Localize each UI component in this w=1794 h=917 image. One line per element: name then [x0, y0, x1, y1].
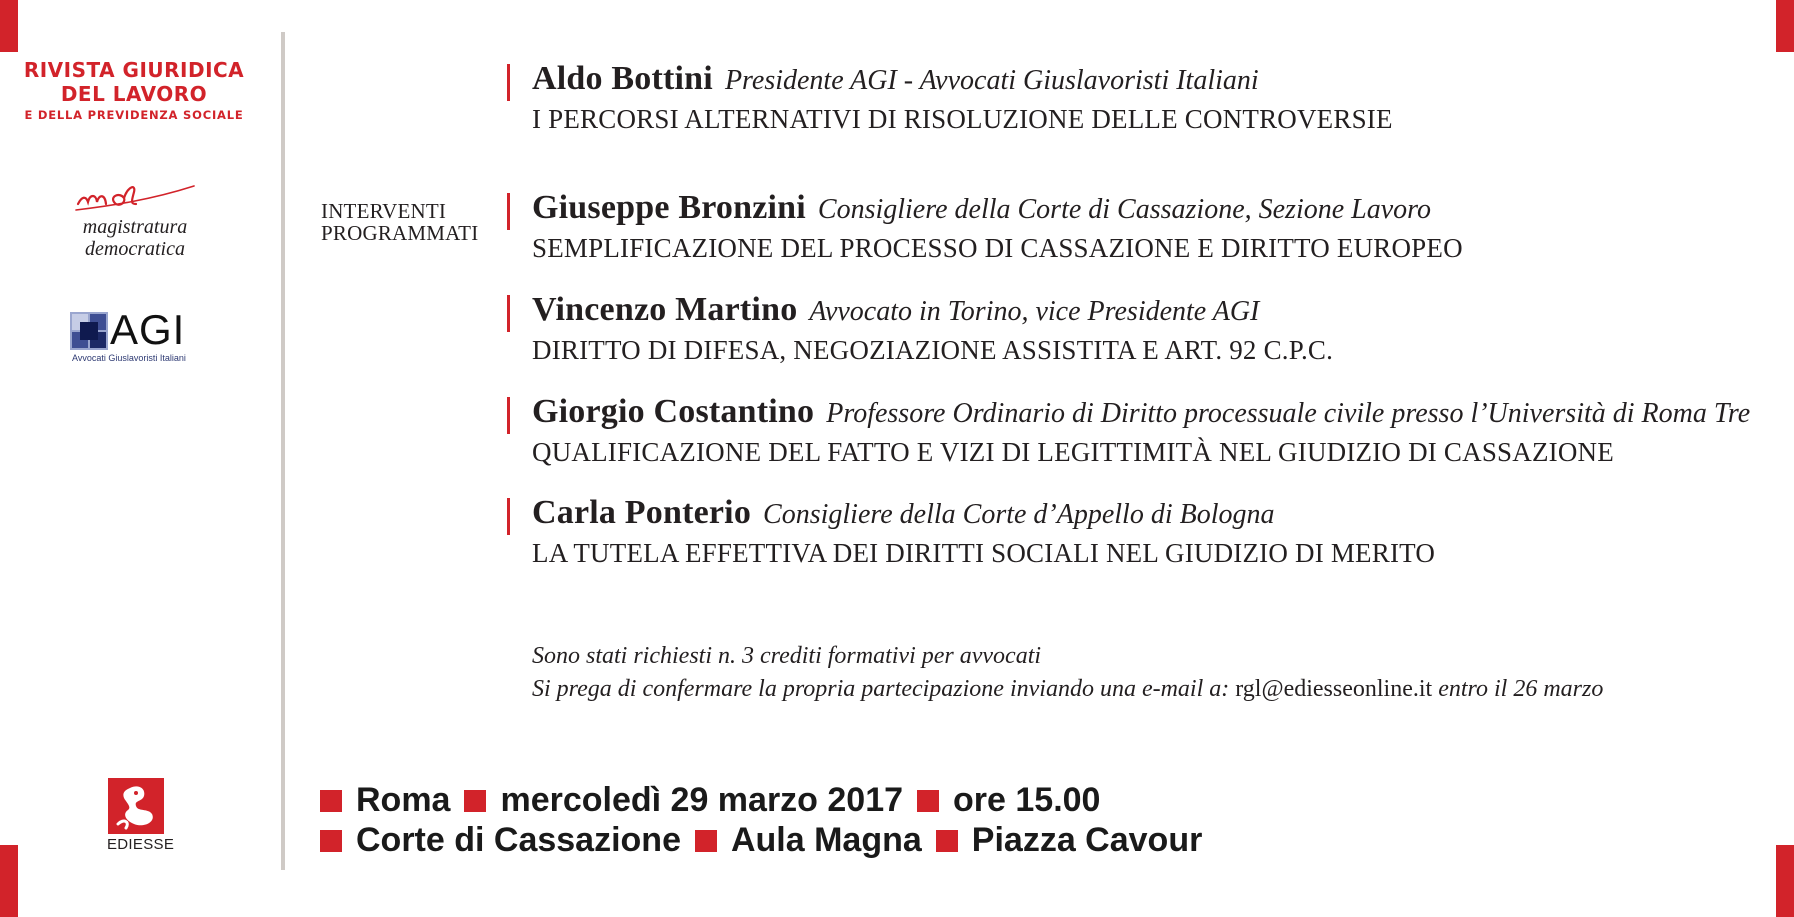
rgl-logo-line1: RIVISTA GIURIDICA	[23, 58, 245, 82]
speaker-name: Vincenzo Martino	[532, 291, 798, 328]
event-date: mercoledì 29 marzo 2017	[500, 781, 904, 819]
speaker-accent-bar	[507, 193, 510, 230]
square-bullet-icon	[320, 830, 342, 852]
corner-accent-bottom-right	[1776, 845, 1794, 917]
corner-accent-top-left	[0, 0, 18, 52]
speaker-name: Giuseppe Bronzini	[532, 189, 806, 226]
notes-block	[532, 640, 1603, 706]
md-logo-line2: democratica	[85, 238, 185, 260]
square-bullet-icon	[695, 830, 717, 852]
rsvp-note-post: entro il 26 marzo	[1438, 676, 1604, 702]
speaker-accent-bar	[507, 498, 510, 535]
credits-note: Sono stati richiesti n. 3 crediti formativi per avvocati	[532, 643, 1042, 669]
event-row-where	[320, 820, 1216, 860]
corner-accent-bottom-left	[0, 845, 18, 917]
ediesse-label: EDIESSE	[107, 836, 175, 853]
speaker-block	[532, 393, 1750, 467]
speaker-accent-bar	[507, 64, 510, 101]
speaker-role: Presidente AGI - Avvocati Giuslavoristi Italiani	[724, 65, 1259, 96]
speaker-block	[532, 189, 1463, 263]
speaker-name: Giorgio Costantino	[532, 393, 815, 430]
speaker-topic: LA TUTELA EFFETTIVA DEI DIRITTI SOCIALI NEL GIUDIZIO DI MERITO	[532, 538, 1436, 568]
speaker-name: Carla Ponterio	[532, 494, 752, 531]
rsvp-note-pre: Si prega di confermare la propria partecipazione inviando una e-mail a:	[532, 676, 1230, 702]
event-address: Piazza Cavour	[971, 821, 1203, 859]
ediesse-logo	[107, 778, 175, 853]
event-details	[320, 780, 1216, 860]
seahorse-icon	[108, 778, 164, 834]
rsvp-note	[532, 673, 1603, 706]
corner-accent-top-right	[1776, 0, 1794, 52]
speaker-role: Avvocato in Torino, vice Presidente AGI	[809, 296, 1260, 327]
interventi-line1: INTERVENTI	[321, 199, 447, 223]
speaker-topic: I PERCORSI ALTERNATIVI DI RISOLUZIONE DELLE CONTROVERSIE	[532, 104, 1393, 134]
square-bullet-icon	[320, 790, 342, 812]
agi-subtitle: Avvocati Giuslavoristi Italiani	[72, 353, 186, 363]
event-time: ore 15.00	[953, 781, 1101, 819]
speaker-block	[532, 494, 1435, 568]
speaker-topic: SEMPLIFICAZIONE DEL PROCESSO DI CASSAZIONE E DIRITTO EUROPEO	[532, 233, 1463, 263]
interventi-line2: PROGRAMMATI	[321, 221, 479, 245]
speaker-role: Professore Ordinario di Diritto processuale civile presso l’Università di Roma Tre	[826, 398, 1751, 429]
event-venue: Corte di Cassazione	[356, 821, 681, 859]
rgl-logo-line2: DEL LAVORO	[60, 82, 208, 106]
square-bullet-icon	[917, 790, 939, 812]
speaker-accent-bar	[507, 295, 510, 332]
md-script-mark-icon	[70, 180, 200, 216]
event-city: Roma	[356, 781, 451, 819]
event-room: Aula Magna	[730, 821, 922, 859]
square-bullet-icon	[464, 790, 486, 812]
agi-wordmark: AGI	[110, 306, 186, 353]
md-logo	[60, 180, 210, 260]
speaker-topic: QUALIFICAZIONE DEL FATTO E VIZI DI LEGITTIMITÀ NEL GIUDIZIO DI CASSAZIONE	[532, 437, 1614, 467]
square-bullet-icon	[936, 830, 958, 852]
speaker-role: Consigliere della Corte d’Appello di Bologna	[763, 499, 1275, 530]
agi-square-icon	[70, 312, 108, 350]
rsvp-email-link[interactable]: rgl@ediesseonline.it	[1235, 676, 1433, 702]
speaker-topic: DIRITTO DI DIFESA, NEGOZIAZIONE ASSISTITA E ART. 92 C.P.C.	[532, 335, 1334, 365]
rgl-logo-line3: E DELLA PREVIDENZA SOCIALE	[24, 108, 244, 122]
vertical-divider	[281, 32, 285, 870]
ediesse-mark	[108, 778, 164, 834]
interventi-programmati-label	[321, 200, 478, 244]
rgl-logo	[18, 58, 250, 124]
speaker-block	[532, 60, 1393, 134]
speaker-name: Aldo Bottini	[532, 60, 713, 97]
speaker-role: Consigliere della Corte di Cassazione, Sezione Lavoro	[817, 194, 1432, 225]
speaker-accent-bar	[507, 397, 510, 434]
md-logo-line1: magistratura	[82, 216, 188, 238]
speaker-block	[532, 291, 1333, 365]
event-row-when	[320, 780, 1216, 820]
